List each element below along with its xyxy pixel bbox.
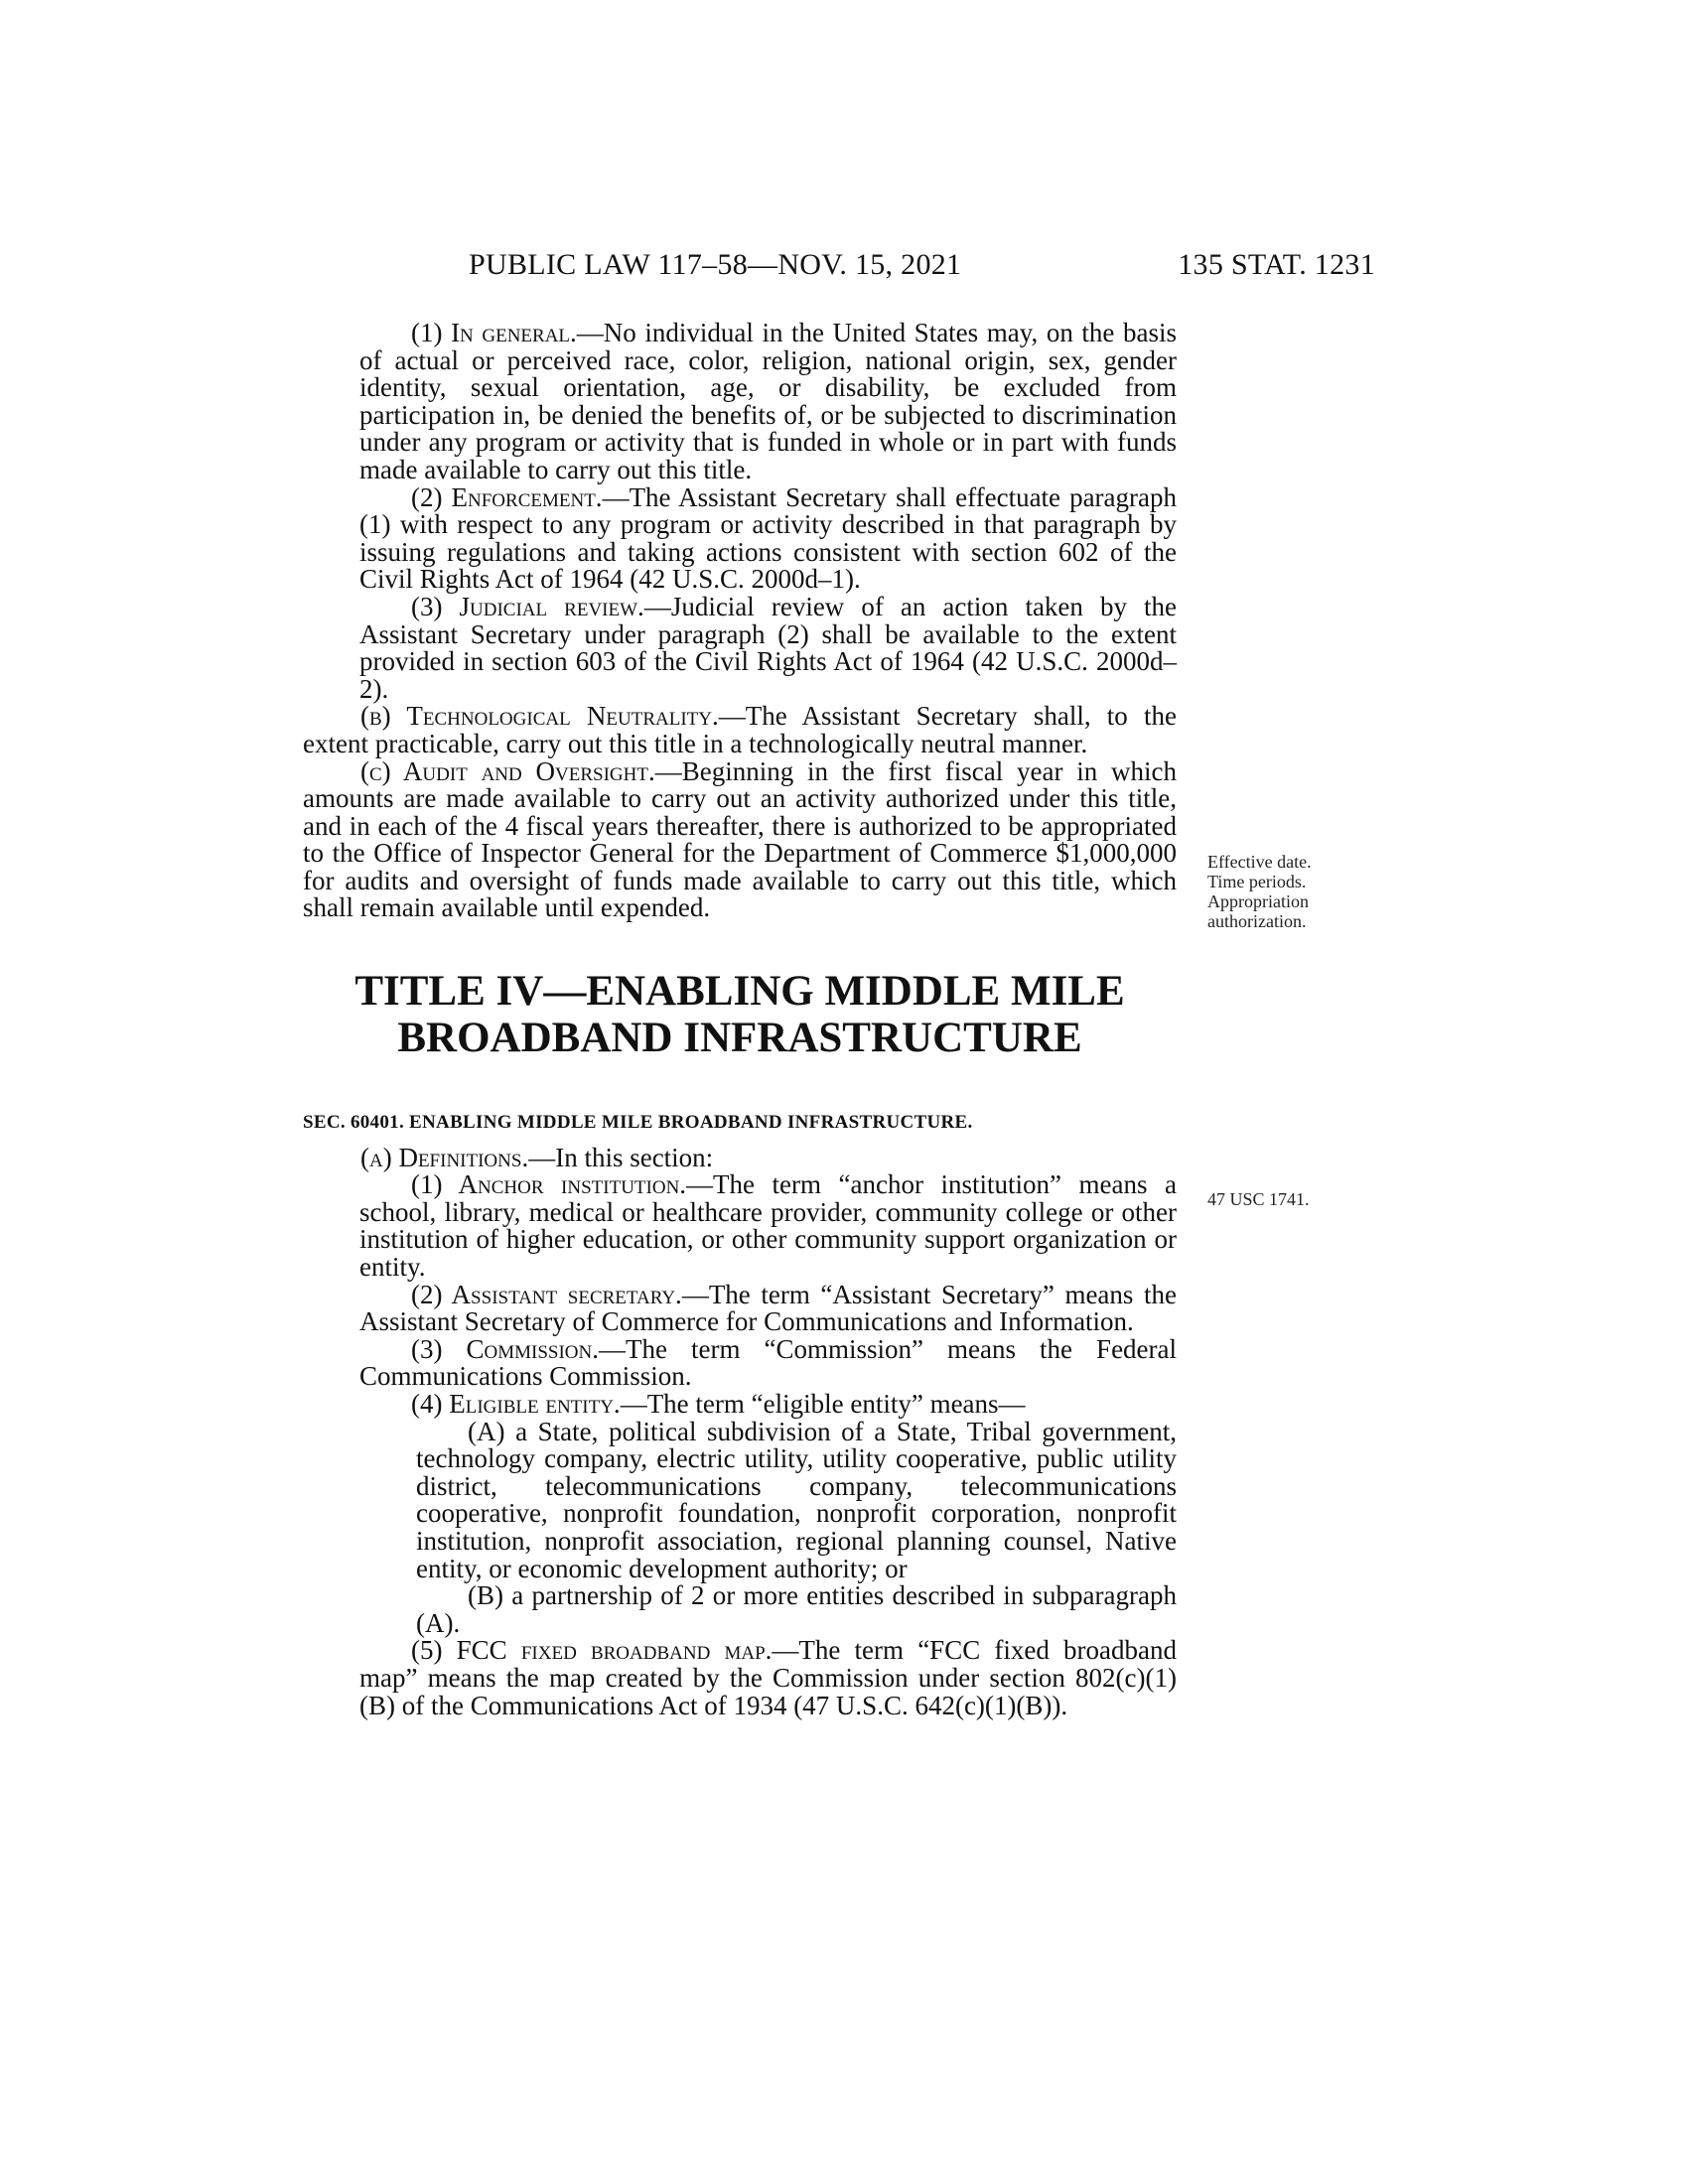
paragraph-label: (3) Judicial review. [411, 591, 644, 621]
running-header [298, 248, 1375, 288]
law-title: PUBLIC LAW 117–58—NOV. 15, 2021 [469, 248, 962, 281]
paragraph-label: (2) Enforcement. [411, 481, 603, 512]
paragraph-label: (c) Audit and Oversight. [360, 755, 655, 786]
margin-note-line: Effective date. [1207, 852, 1312, 872]
paragraph-judicial-review [303, 591, 1178, 704]
paragraph-in-general [303, 320, 1177, 484]
definition-assistant-secretary [303, 1279, 1177, 1337]
paragraph-text: —No individual in the United States may, on the basis of actual or perceived race, color, religion, national origin, sex, gender identity, sexual orientation, age, or disability, be excluded from participation in, be denied the benefits of, or be subjected to discrimination under any program or activity that is funded in whole or in part with funds made available to carry out this title. [359, 318, 1177, 484]
paragraph-text: —The term “anchor institution” means a school, library, medical or healthcare provider, community college or other institution of higher education, or other community support organization or entity. [359, 1169, 1177, 1283]
paragraph-text: —The term “Assistant Secretary” means the Assistant Secretary of Commerce for Communications and Information. [359, 1279, 1177, 1337]
margin-note-line: Time periods. [1207, 872, 1307, 891]
definition-commission [303, 1333, 1178, 1392]
paragraph-label: (1) In general. [411, 318, 577, 347]
paragraph-text: —Judicial review of an action taken by the Assistant Secretary under paragraph (2) shall be available to the extent provided in section 603 of the Civil Rights Act of 1964 (42 U.S.C. 2000d–2). [359, 591, 1178, 704]
paragraph-text: —The Assistant Secretary shall, to the extent practicable, carry out this title in a technologically neutral manner. [303, 701, 1177, 758]
paragraph-label: (2) Assistant secretary. [411, 1279, 682, 1309]
margin-note-audit [1207, 852, 1312, 931]
margin-note-line: Appropriation [1207, 891, 1309, 911]
section-heading: SEC. 60401. ENABLING MIDDLE MILE BROADBAND INFRASTRUCTURE. [303, 1112, 973, 1134]
subsection-technological-neutrality [303, 703, 1177, 757]
paragraph-label: (5) FCC fixed broadband map. [411, 1635, 773, 1666]
paragraph-text: —The term “eligible entity” means— [620, 1389, 1026, 1419]
paragraph-enforcement [303, 481, 1178, 595]
paragraph-label: (a) Definitions. [360, 1142, 529, 1172]
paragraph-label: (3) Commission. [411, 1333, 600, 1364]
margin-note-line: authorization. [1207, 911, 1307, 931]
definition-eligible-entity-a: (A) a State, political subdivision of a State, Tribal government, technology company, electric utility, utility cooperative, public utility district, telecommunications company, telecommunications cooperative, nonprofit foundation, nonprofit corporation, nonprofit institution, nonprofit association, regional planning counsel, Native entity, or economic development authority; or [416, 1416, 1177, 1583]
statute-reference: 135 STAT. 1231 [1178, 248, 1375, 281]
definition-eligible-entity-b: (B) a partnership of 2 or more entities described in subparagraph (A). [416, 1580, 1177, 1638]
paragraph-text: —The term “FCC fixed broadband map” means the map created by the Commission under section 802(c)(1)(B) of the Communications Act of 1934 (47 U.S.C. 642(c)(1)(B)). [359, 1635, 1177, 1720]
margin-note-usc: 47 USC 1741. [1207, 1189, 1310, 1209]
title-line-1: TITLE IV—ENABLING MIDDLE MILE [354, 968, 1125, 1016]
paragraph-text: —The term “Commission” means the Federal Communications Commission. [359, 1333, 1178, 1392]
definition-anchor-institution [303, 1171, 1177, 1281]
title-line-2: BROADBAND INFRASTRUCTURE [397, 1015, 1082, 1062]
paragraph-label: (1) Anchor institution. [411, 1169, 687, 1200]
title-heading [303, 968, 1177, 1061]
paragraph-label: (b) Technological Neutrality. [360, 701, 719, 732]
subsection-audit-oversight [303, 755, 1177, 923]
definition-eligible-entity [303, 1391, 1177, 1419]
paragraph-text: —The Assistant Secretary shall effectuate paragraph (1) with respect to any program or activity described in that paragraph by issuing regulations and taking actions consistent with section 602 of the Civil Rights Act of 1964 (42 U.S.C. 2000d–1). [359, 481, 1178, 595]
paragraph-label: (4) Eligible entity. [411, 1389, 621, 1419]
subsection-definitions [303, 1142, 1177, 1172]
paragraph-text: —In this section: [528, 1142, 714, 1172]
definition-fcc-fixed-broadband-map [303, 1637, 1177, 1719]
paragraph-text: —Beginning in the first fiscal year in which amounts are made available to carry out an activity authorized under this title, and in each of the 4 fiscal years thereafter, there is authorized to be appropriated to the Office of Inspector General for the Department of Commerce $1,000,000 for audits and oversight of funds made available to carry out this title, which shall remain available until expended. [303, 755, 1177, 923]
document-body [303, 320, 1177, 1719]
